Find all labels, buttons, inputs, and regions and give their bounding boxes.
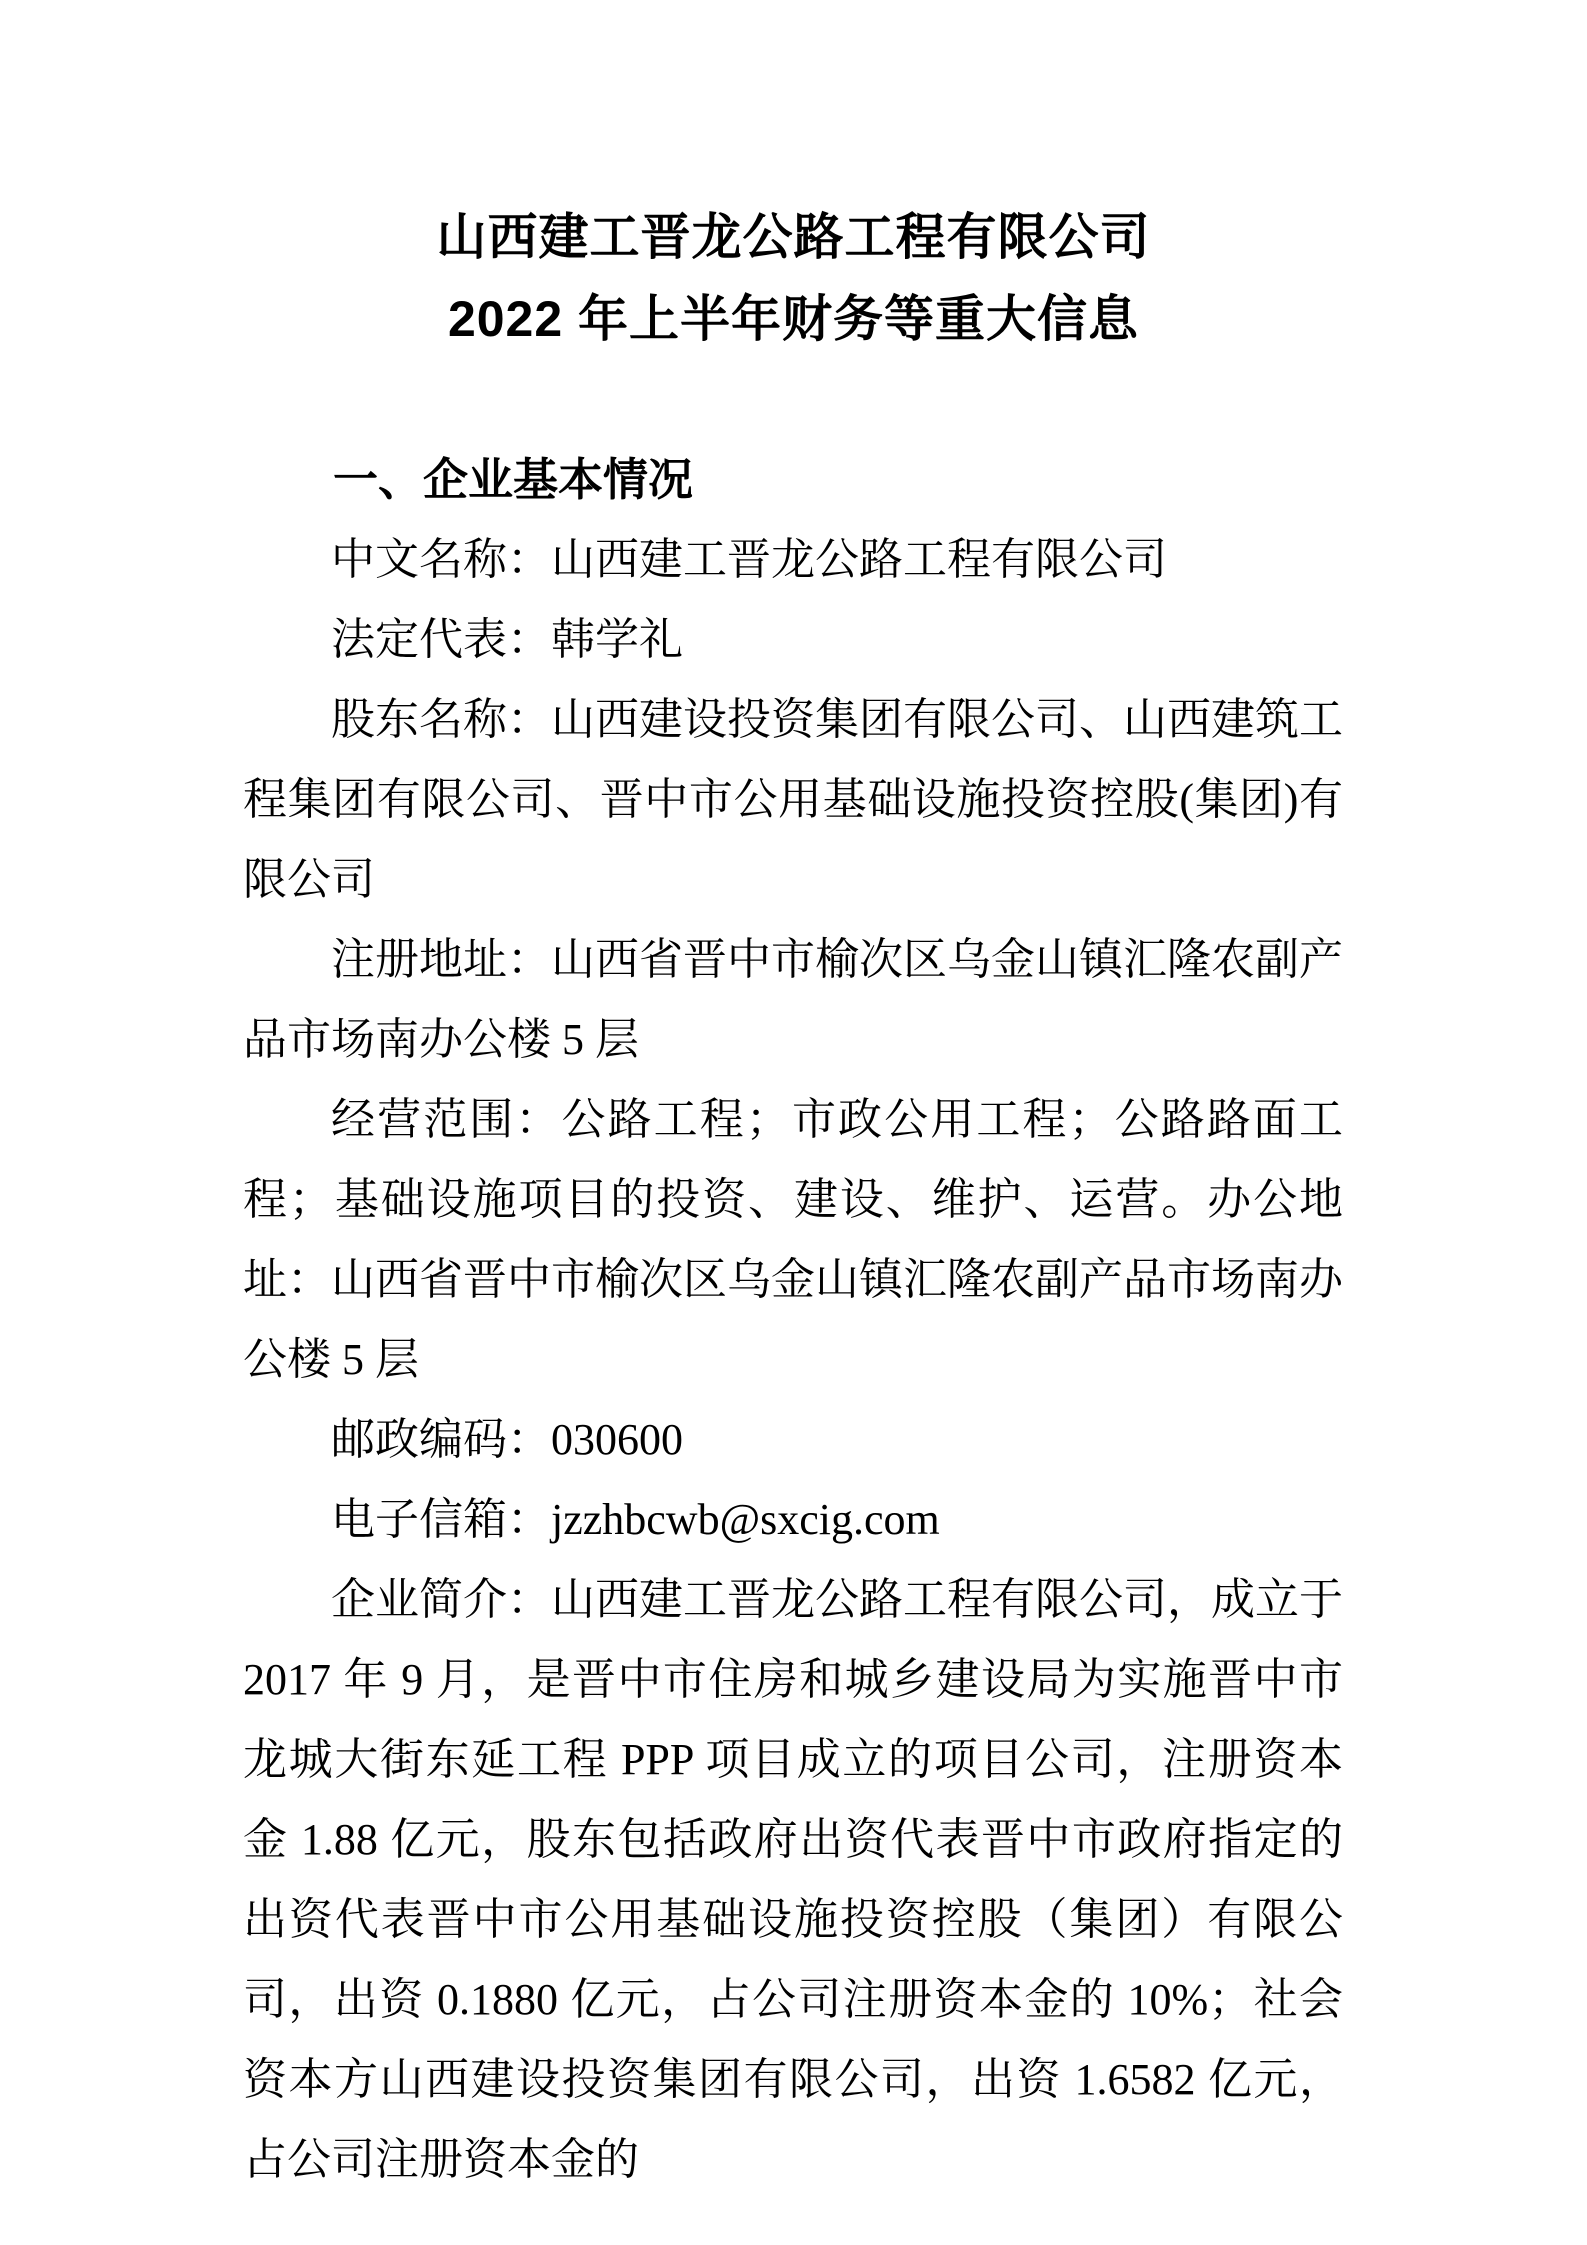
paragraph-email: 电子信箱：jzzhbcwb@sxcig.com [331, 1495, 940, 1544]
document-title-line-1: 山西建工晋龙公路工程有限公司 [436, 209, 1151, 265]
paragraph-company-profile: 企业简介：山西建工晋龙公路工程有限公司，成立于 2017 年 9 月，是晋中市住房和城乡建设局为实施晋中市龙城大街东延工程 PPP 项目成立的项目公司，注册资本金 1.88 亿元，股东包括政府出资代表晋中市政府指定的出资代表晋中市公用基础设施投资控股（集团）有限公司，出资 0.1880 亿元，占公司注册资本金的 10%；社会资本方山西建设投资集团有限公司，出资 1.6582 亿元，占公司注册资本金的 [243, 1575, 1343, 2184]
paragraph-business-scope: 经营范围：公路工程；市政公用工程；公路路面工程；基础设施项目的投资、建设、维护、运营。办公地址：山西省晋中市榆次区乌金山镇汇隆农副产品市场南办公楼 5 层 [243, 1095, 1343, 1384]
paragraph-chinese-name: 中文名称：山西建工晋龙公路工程有限公司 [331, 535, 1167, 584]
section-heading-basic-info: 一、企业基本情况 [333, 454, 694, 505]
document-body [243, 440, 1343, 2200]
paragraph-registered-address: 注册地址：山西省晋中市榆次区乌金山镇汇隆农副产品市场南办公楼 5 层 [243, 935, 1343, 1064]
paragraph-legal-representative: 法定代表：韩学礼 [331, 615, 683, 664]
paragraph-shareholders: 股东名称：山西建设投资集团有限公司、山西建筑工程集团有限公司、晋中市公用基础设施投资控股(集团)有限公司 [243, 695, 1343, 904]
paragraph-postal-code: 邮政编码：030600 [331, 1415, 683, 1464]
document-title-line-2: 2022 年上半年财务等重大信息 [447, 291, 1140, 347]
document-title [0, 0, 1587, 360]
